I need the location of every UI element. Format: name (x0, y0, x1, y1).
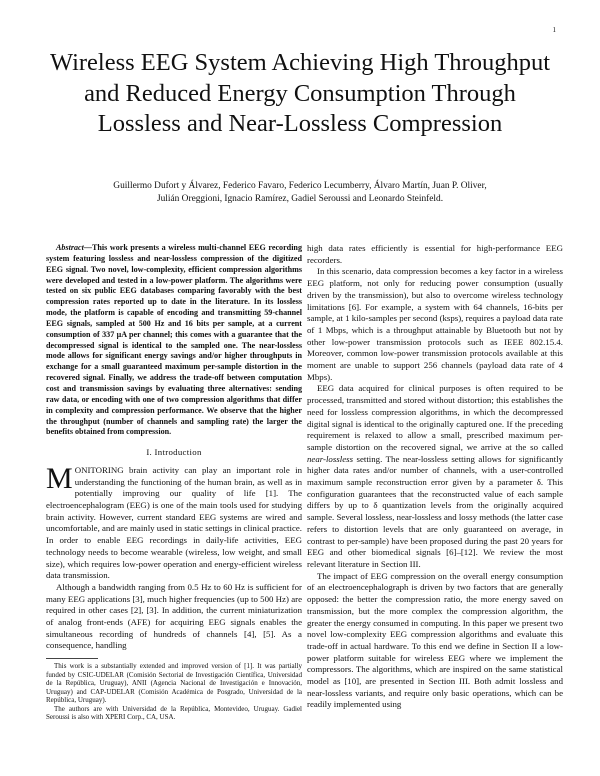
footnote-funding: This work is a substantially extended and improved version of [1]. It was partially funded by CSIC-UDELAR (Comisión Sectorial de Investigación Científica, Universidad de la República, Uruguay), ANII (Agencia Nacional de Investigación e Innovación, Uruguay) and CAP-UDELAR (Comisión Académica de Posgrado, Universidad de la República, Uruguay). (46, 662, 302, 705)
authors-line-1: Guillermo Dufort y Álvarez, Federico Favaro, Federico Lecumberry, Álvaro Martín, Juan P. Oliver, (113, 181, 487, 191)
right-column (307, 243, 563, 711)
section-heading-introduction: I. Introduction (146, 447, 202, 458)
abstract-text: This work presents a wireless multi-channel EEG recording system featuring lossless and near-lossless compression of the digitized EEG signal. Two novel, low-complexity, efficient compression algorithms were developed and tested in a low-power platform. The algorithms were tested on six public EEG databases comparing favorably with the best compression rates reported up to date in the literature. In its lossless mode, the platform is capable of encoding and transmitting 59-channel EEG signals, sampled at 500 Hz and 16 bits per sample, at a current consumption of 337 μA per channel; this comes with a guarantee that the decompressed signal is identical to the sampled one. The near-lossless mode allows for significant energy savings and/or higher throughputs in exchange for a small guaranteed maximum per-sample distortion in the recovered signal. Finally, we address the trade-off between computation cost and transmission savings by evaluating three alternatives: sending raw data, or encoding with one of two compression algorithms that differ in complexity and compression performance. We observe that the higher the throughput (number of channels and sampling rate) the larger the benefits obtained from compression. (46, 243, 302, 437)
left-column (46, 243, 302, 722)
right-paragraph-0: high data rates efficiently is essential for high-performance EEG recorders. (307, 243, 563, 265)
right-paragraph-2-a: EEG data acquired for clinical purposes is often required to be processed, transmitted and stored without distortion; this establishes the need for lossless compression algorithms, in which the decompressed digital signal is identical to the originally captured one. If the preceding requirement is relaxed to allow a small, prescribed maximum per-sample distortion on the recovered signal, we arrive at the so called (307, 383, 563, 452)
intro-paragraph-2: Although a bandwidth ranging from 0.5 Hz to 60 Hz is sufficient for many EEG applications [3], much higher frequencies (up to 500 Hz) are required in other cases [2], [3]. In addition, the current miniaturization of analog front-ends (AFE) for acquiring EEG signals enables the simultaneous recording of hundreds of channels [4], [5]. As a consequence, handling (46, 581, 302, 651)
intro-paragraph-1 (46, 461, 302, 582)
right-paragraph-2-b: setting. The near-lossless setting allows for significantly higher data rates and/or number of channels, with a user-controlled maximum sample reconstruction error given by a parameter δ. This configuration guarantees that the reconstructed value of each sample differs by up to δ quantization levels from the originally acquired sample. Several lossless, near-lossless and lossy methods (the latter case refers to distortion levels that are only guaranteed on average, in contrast to per-sample) have been proposed during the past 20 years for EEG and other biomedical signals [6]–[12]. We review the most relevant literature in Section III. (307, 453, 563, 569)
title-line-1: Wireless EEG System Achieving High Throughput (49, 49, 551, 76)
drop-cap: M (46, 461, 73, 495)
author-list (60, 180, 540, 206)
abstract (46, 243, 302, 438)
right-paragraph-2 (307, 383, 563, 570)
abstract-label: Abstract— (56, 243, 92, 252)
paper-title (40, 48, 560, 140)
right-paragraph-1: In this scenario, data compression becomes a key factor in a wireless EEG platform, not only for reducing power consumption (usually driven by the transmission), but also to overcome wireless technology limitations [6]. For example, a system with 64 channels, 16-bits per sample, at 1 kilo-samples per second (ksps), requires a payload data rate of 1 Mbps, which is a throughput attainable by Bluetooth but not by other low-power transmission protocols such as IEEE 802.15.4. Moreover, common low-power transmission protocols available at this moment are unable to support 256 channels (payload data rate of 4 Mbps). (307, 266, 563, 382)
right-paragraph-3: The impact of EEG compression on the overall energy consumption of an electroencephalograph is driven by two factors that are generally opposed: the better the compression ratio, the more energy saved on transmission, but the more complex the compression algorithm, the greater the energy consumed in computing. In this paper we present two novel low-complexity EEG compression algorithms and evaluate this trade-off in actual hardware. To this end we define in Section II a low-power platform suitable for wireless EEG where we implement the compressors. The algorithms, which are inspired on the same statistical model as [10], are presented in Section III. Both admit lossless and near-lossless variants, and require only basic operations, which can be readily implemented using (307, 570, 563, 710)
footnote-affiliation: The authors are with Universidad de la República, Montevideo, Uruguay. Gadiel Seroussi is also with XPERI Corp., CA, USA. (46, 704, 302, 722)
authors-line-2: Julián Oreggioni, Ignacio Ramírez, Gadiel Seroussi and Leonardo Steinfeld. (156, 194, 444, 204)
title-line-2: and Reduced Energy Consumption Through (84, 79, 516, 107)
footnote-divider (46, 658, 98, 659)
page-number: 1 (552, 26, 556, 34)
intro-lead-word: ONITORING (74, 464, 124, 475)
intro-paragraph-1-text: brain activity can play an important role in understanding the functioning of the human brain, as well as in potentially improving our quality of life [1]. The electroencephalogram (EEG) is one of the main tools used for studying brain activity. However, current standard EEG systems are wired and uncomfortable, and are mainly used in static settings in clinical practice. In order to enable EEG recordings in daily-life activities, EEG technology needs to become wearable (wireless, low weight, and small size), which requires low-power operation and energy-efficient wireless data transmission. (46, 464, 302, 581)
title-line-3: Lossless and Near-Lossless Compression (97, 110, 503, 137)
near-lossless-term: near-lossless (307, 453, 354, 464)
